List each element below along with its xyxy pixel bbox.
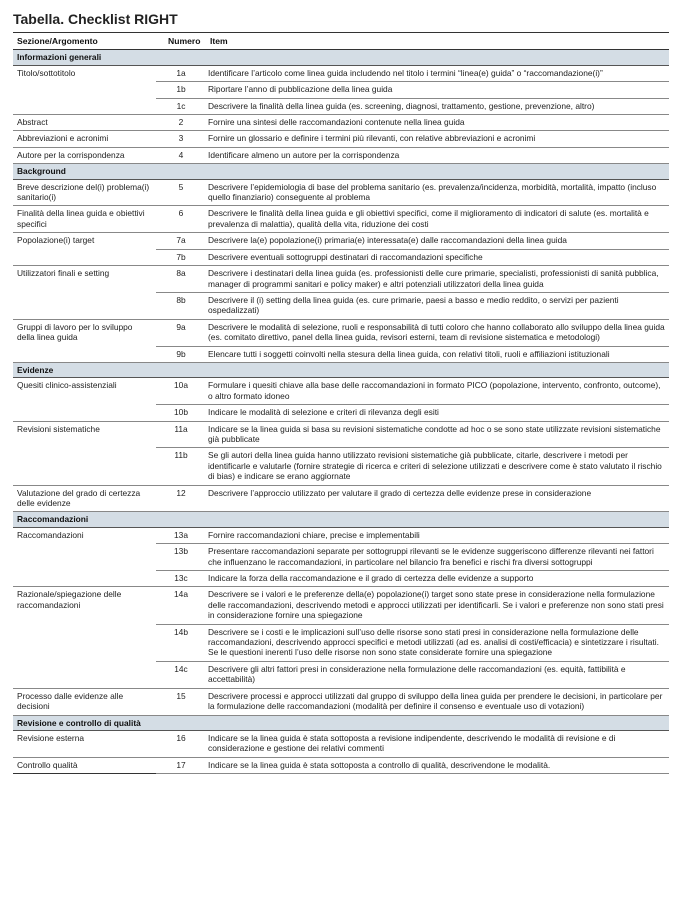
item-text: Fornire una sintesi delle raccomandazioni contenute nella linea guida bbox=[206, 115, 669, 131]
item-number: 10a bbox=[156, 378, 206, 405]
table-row bbox=[13, 147, 669, 163]
item-number: 1a bbox=[156, 65, 206, 81]
item-number: 9b bbox=[156, 346, 206, 362]
section-row bbox=[13, 512, 669, 527]
item-number: 12 bbox=[156, 485, 206, 512]
item-number: 16 bbox=[156, 730, 206, 757]
table-row bbox=[13, 587, 669, 624]
item-text: Descrivere se i costi e le implicazioni sull’uso delle risorse sono stati presi in considerazione nella formulazione delle raccomandazioni, descrivendo approcci specifici e metodi utilizzati (ad es. analisi di costi/efficacia) e sintetizzare i risultati. Se le questioni inerenti l’uso delle risorse non sono state considerate fornire una spiegazione bbox=[206, 624, 669, 661]
item-text: Fornire un glossario e definire i termini più rilevanti, con relative abbreviazioni e acronimi bbox=[206, 131, 669, 147]
table-row bbox=[13, 65, 669, 81]
topic-label: Quesiti clinico-assistenziali bbox=[13, 378, 156, 421]
item-number: 2 bbox=[156, 115, 206, 131]
table-row bbox=[13, 266, 669, 293]
item-number: 13c bbox=[156, 571, 206, 587]
page-title: Tabella. Checklist RIGHT bbox=[13, 11, 178, 27]
item-number: 1b bbox=[156, 82, 206, 98]
item-number: 11a bbox=[156, 421, 206, 448]
checklist-table bbox=[13, 32, 669, 774]
header-number: Numero bbox=[156, 33, 206, 50]
item-number: 8a bbox=[156, 266, 206, 293]
section-row bbox=[13, 50, 669, 65]
item-text: Fornire raccomandazioni chiare, precise e implementabili bbox=[206, 527, 669, 543]
section-title: Raccomandazioni bbox=[13, 512, 669, 527]
item-number: 14c bbox=[156, 661, 206, 688]
item-text: Descrivere la(e) popolazione(i) primaria(e) interessata(e) dalle raccomandazioni della linea guida bbox=[206, 233, 669, 249]
item-number: 13a bbox=[156, 527, 206, 543]
topic-label: Valutazione del grado di certezza delle evidenze bbox=[13, 485, 156, 512]
topic-label: Processo dalle evidenze alle decisioni bbox=[13, 688, 156, 715]
item-text: Descrivere la finalità della linea guida (es. screening, diagnosi, trattamento, gestione, prevenzione, altro) bbox=[206, 98, 669, 114]
topic-label: Autore per la corrispondenza bbox=[13, 147, 156, 163]
item-number: 7a bbox=[156, 233, 206, 249]
section-title: Revisione e controllo di qualità bbox=[13, 715, 669, 730]
item-text: Descrivere i destinatari della linea guida (es. professionisti delle cure primarie, specialisti, professionisti di sanità pubblica, manager di programmi sanitari e policy maker) e altri potenziali utilizzatori della linea guida bbox=[206, 266, 669, 293]
topic-label: Finalità della linea guida e obiettivi specifici bbox=[13, 206, 156, 233]
table-row bbox=[13, 757, 669, 773]
item-number: 3 bbox=[156, 131, 206, 147]
item-text: Identificare l’articolo come linea guida includendo nel titolo i termini “linea(e) guida” o “raccomandazione(i)” bbox=[206, 65, 669, 81]
table-row bbox=[13, 421, 669, 448]
table-row bbox=[13, 179, 669, 206]
item-number: 13b bbox=[156, 544, 206, 571]
item-text: Indicare se la linea guida è stata sottoposta a revisione indipendente, descrivendo le modalità di revisione e di considerazione e gestione dei relativi commenti bbox=[206, 730, 669, 757]
item-text: Identificare almeno un autore per la corrispondenza bbox=[206, 147, 669, 163]
topic-label: Gruppi di lavoro per lo sviluppo della linea guida bbox=[13, 319, 156, 362]
item-number: 9a bbox=[156, 319, 206, 346]
table-row bbox=[13, 485, 669, 512]
section-title: Background bbox=[13, 164, 669, 179]
item-text: Descrivere l’epidemiologia di base del problema sanitario (es. prevalenza/incidenza, morbidità, mortalità, impatto (incluso quello finanziario) conseguente al problema bbox=[206, 179, 669, 206]
section-row bbox=[13, 164, 669, 179]
table-row bbox=[13, 206, 669, 233]
topic-label: Revisioni sistematiche bbox=[13, 421, 156, 485]
item-number: 17 bbox=[156, 757, 206, 773]
topic-label: Utilizzatori finali e setting bbox=[13, 266, 156, 320]
topic-label: Abstract bbox=[13, 115, 156, 131]
table-row bbox=[13, 115, 669, 131]
table-row bbox=[13, 131, 669, 147]
item-text: Elencare tutti i soggetti coinvolti nella stesura della linea guida, con relativi titoli, ruoli e affiliazioni istituzionali bbox=[206, 346, 669, 362]
item-text: Descrivere processi e approcci utilizzati dal gruppo di sviluppo della linea guida per prendere le decisioni, in particolare per la formulazione delle raccomandazioni (modalità per definire il consenso e eventuale uso di votazioni) bbox=[206, 688, 669, 715]
item-number: 14a bbox=[156, 587, 206, 624]
item-text: Indicare la forza della raccomandazione e il grado di certezza delle evidenze a supporto bbox=[206, 571, 669, 587]
section-title: Evidenze bbox=[13, 362, 669, 377]
table-row bbox=[13, 233, 669, 249]
table-row bbox=[13, 319, 669, 346]
section-row bbox=[13, 715, 669, 730]
item-text: Descrivere le finalità della linea guida e gli obiettivi specifici, come il miglioramento di indicatori di salute (es. mortalità e prevalenza di malattia), qualità della vita, riduzione dei costi bbox=[206, 206, 669, 233]
item-number: 4 bbox=[156, 147, 206, 163]
item-text: Formulare i quesiti chiave alla base delle raccomandazioni in formato PICO (popolazione, intervento, confronto, outcome), o altro formato idoneo bbox=[206, 378, 669, 405]
table-row bbox=[13, 527, 669, 543]
item-text: Riportare l’anno di pubblicazione della linea guida bbox=[206, 82, 669, 98]
item-text: Presentare raccomandazioni separate per sottogruppi rilevanti se le evidenze suggeriscono differenze rilevanti nei fattori che influenzano le raccomandazioni, in particolare nel bilancio fra benefici e rischi fra diversi sottogruppi bbox=[206, 544, 669, 571]
topic-label: Abbreviazioni e acronimi bbox=[13, 131, 156, 147]
item-text: Descrivere il (i) setting della linea guida (es. cure primarie, paesi a basso e medio reddito, o servizi per pazienti ospedalizzati) bbox=[206, 292, 669, 319]
table-row bbox=[13, 730, 669, 757]
item-number: 11b bbox=[156, 448, 206, 485]
item-text: Se gli autori della linea guida hanno utilizzato revisioni sistematiche già pubblicate, citarle, descrivere i metodi per identificarle e valutarle (fornire strategie di ricerca e criteri di selezione utilizzati e descrivere come è stato valutato il rischio di bias) e indicare se erano aggiornate bbox=[206, 448, 669, 485]
item-number: 5 bbox=[156, 179, 206, 206]
item-number: 7b bbox=[156, 249, 206, 265]
item-number: 15 bbox=[156, 688, 206, 715]
table-row bbox=[13, 378, 669, 405]
table-header-row bbox=[13, 33, 669, 50]
table-row bbox=[13, 688, 669, 715]
topic-label: Controllo qualità bbox=[13, 757, 156, 773]
item-number: 10b bbox=[156, 405, 206, 421]
item-text: Descrivere se i valori e le preferenze della(e) popolazione(i) target sono state prese in considerazione nella formulazione delle raccomandazioni, descrivendo metodi e approcci utilizzati per identificarli. Se i valori e preferenze non sono stati presi in considerazione fornire una spiegazione bbox=[206, 587, 669, 624]
item-text: Descrivere eventuali sottogruppi destinatari di raccomandazioni specifiche bbox=[206, 249, 669, 265]
item-text: Indicare se la linea guida si basa su revisioni sistematiche condotte ad hoc o se sono state utilizzate revisioni sistematiche già pubblicate bbox=[206, 421, 669, 448]
section-row bbox=[13, 362, 669, 377]
topic-label: Popolazione(i) target bbox=[13, 233, 156, 266]
item-text: Descrivere le modalità di selezione, ruoli e responsabilità di tutti coloro che hanno collaborato allo sviluppo della linea guida (es. comitato direttivo, panel della linea guida, revisori esterni, team di revisione sistematica e metodologi) bbox=[206, 319, 669, 346]
topic-label: Titolo/sottotitolo bbox=[13, 65, 156, 114]
item-text: Descrivere l’approccio utilizzato per valutare il grado di certezza delle evidenze prese in considerazione bbox=[206, 485, 669, 512]
item-text: Descrivere gli altri fattori presi in considerazione nella formulazione delle raccomandazioni (es. equità, fattibilità e accettabilità) bbox=[206, 661, 669, 688]
topic-label: Raccomandazioni bbox=[13, 527, 156, 587]
topic-label: Breve descrizione del(i) problema(i) sanitario(i) bbox=[13, 179, 156, 206]
item-text: Indicare le modalità di selezione e criteri di rilevanza degli esiti bbox=[206, 405, 669, 421]
header-item: Item bbox=[206, 33, 669, 50]
table-body bbox=[13, 50, 669, 774]
item-number: 14b bbox=[156, 624, 206, 661]
item-text: Indicare se la linea guida è stata sottoposta a controllo di qualità, descrivendone le modalità. bbox=[206, 757, 669, 773]
topic-label: Razionale/spiegazione delle raccomandazioni bbox=[13, 587, 156, 688]
section-title: Informazioni generali bbox=[13, 50, 669, 65]
item-number: 1c bbox=[156, 98, 206, 114]
header-topic: Sezione/Argomento bbox=[13, 33, 156, 50]
topic-label: Revisione esterna bbox=[13, 730, 156, 757]
item-number: 8b bbox=[156, 292, 206, 319]
item-number: 6 bbox=[156, 206, 206, 233]
